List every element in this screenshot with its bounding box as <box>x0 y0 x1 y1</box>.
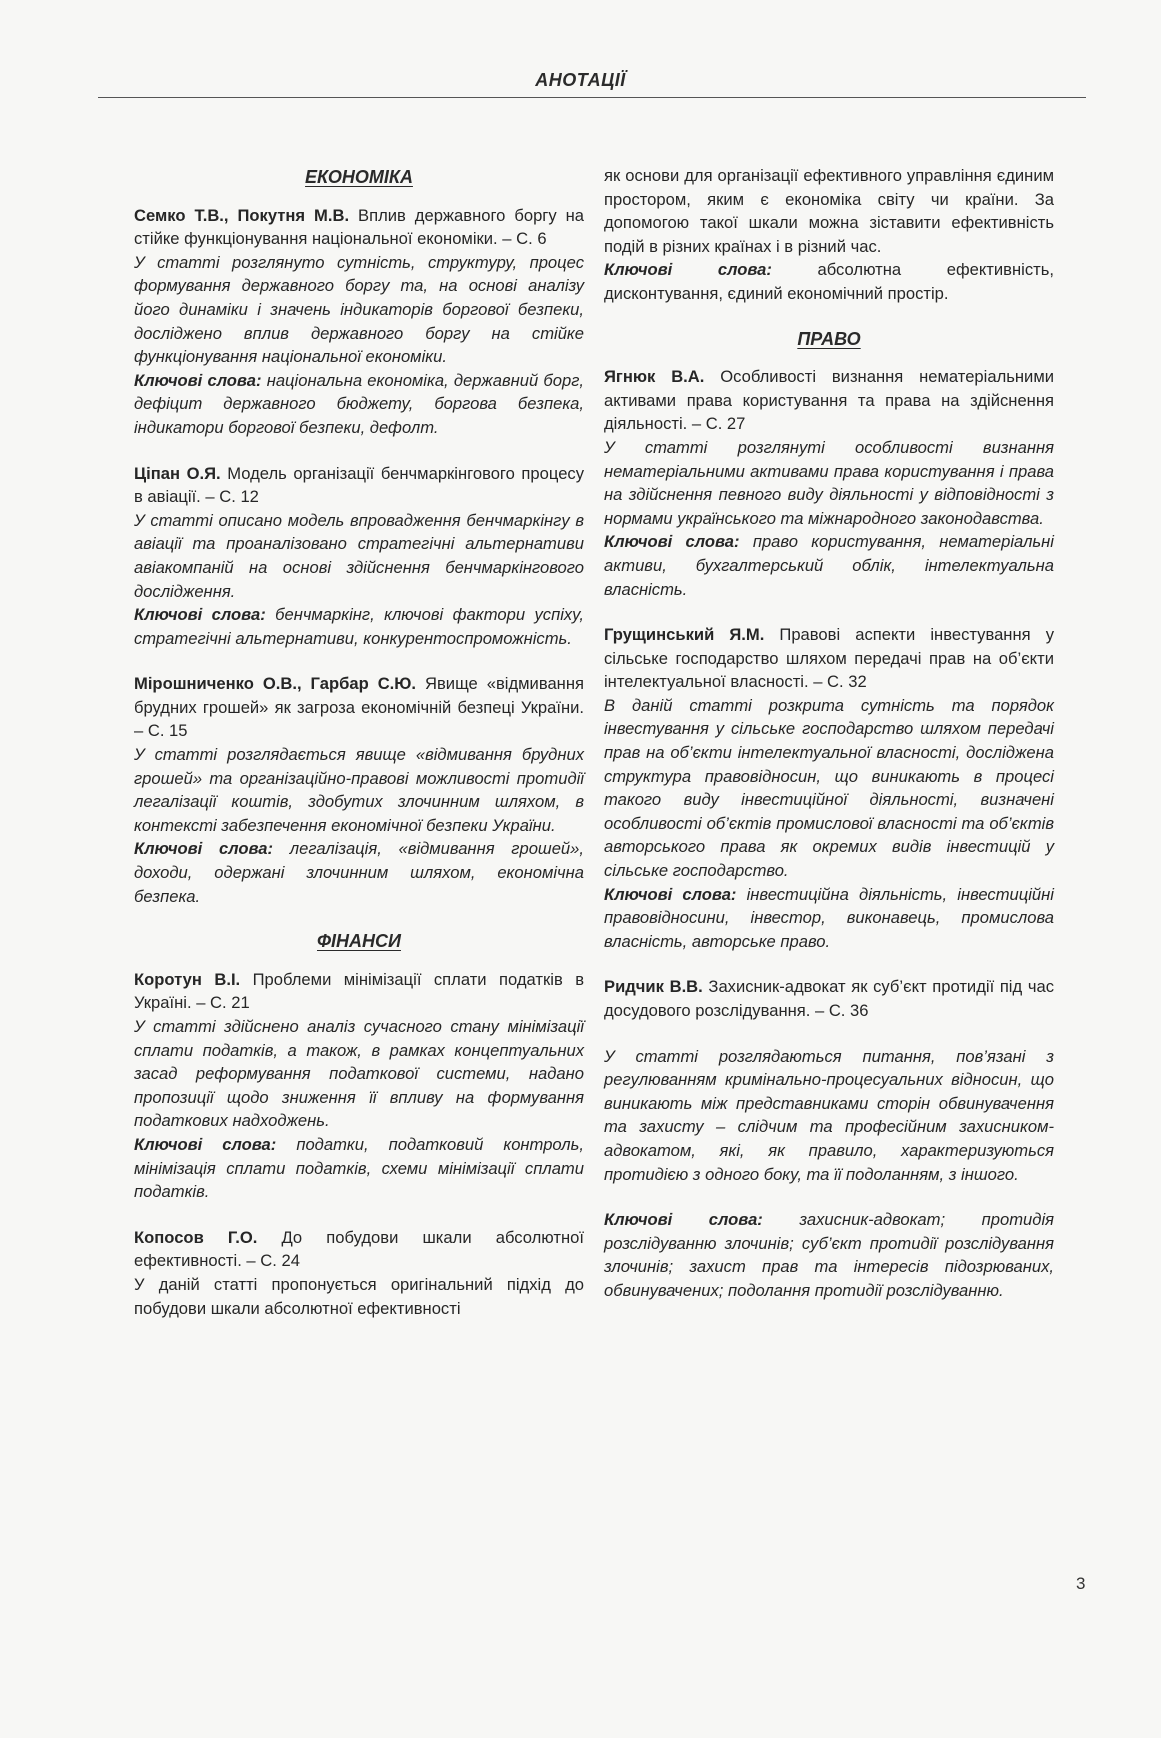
entry-title: Правові аспекти інвестування у сільське господарство шляхом передачі прав на об’єкти інтелектуальної власності. – С. 32 <box>604 625 1054 692</box>
keywords-text: легалізація, «відмивання грошей», доходи, одержані злочинним шляхом, економічна безпека. <box>134 839 584 906</box>
entry-title: Явище «відмивання брудних грошей» як загроза економічній безпеці України. – С. 15 <box>134 674 584 741</box>
keywords-text: бенчмаркінг, ключові фактори успіху, стратегічні альтернативи, конкурентоспроможність. <box>134 605 584 648</box>
entry-title: Захисник-адвокат як суб’єкт протидії під час досудового розслідування. – С. 36 <box>604 977 1054 1020</box>
entry-keywords <box>604 883 1054 954</box>
right-column <box>604 164 1054 1325</box>
entry-heading <box>604 623 1054 694</box>
entry-author: Семко Т.В., Покутня М.В. <box>134 205 350 225</box>
keywords-label: Ключові слова: <box>134 605 266 625</box>
keywords-text: право користування, нематеріальні активи, бухгалтерський облік, інтелектуальна власність. <box>604 532 1054 599</box>
entry-keywords <box>604 1208 1054 1302</box>
keywords-label: Ключові слова: <box>134 1134 277 1154</box>
entry-author: Ціпан О.Я. <box>134 463 221 483</box>
entry-title: Модель організації бенчмаркінгового процесу в авіації. – С. 12 <box>134 463 585 507</box>
entry-abstract: У статті розглянуті особливості визнання нематеріальними активами права користування і права на здійснення певного виду діяльності у відповідності з нормами українського та міжнародного законодавства. <box>604 437 1054 528</box>
entry-author: Копосов Г.О. <box>134 1227 258 1247</box>
section-heading-finance: ФІНАНСИ <box>317 931 401 952</box>
entry-title: Вплив державного боргу на стійке функціонування національної економіки. – С. 6 <box>134 205 584 249</box>
entry-keywords <box>134 603 584 650</box>
entry-heading <box>134 1226 584 1273</box>
entry-heading <box>604 975 1054 1022</box>
entry-abstract: У статті розглядаються питання, пов’язані з регулюванням кримінально-процесуальних відносин, що виникають між представниками сторін обвинувачення та захисту – слідчим та професійним захисником-адвокатом, які, як правило, характеризуються протидією з одного боку, та її подоланням, з іншого. <box>604 1046 1054 1184</box>
entry-heading <box>134 968 584 1015</box>
entry-title: Особливості визнання нематеріальними активами права користування та права на здійснення діяльності. – С. 27 <box>604 367 1055 434</box>
keywords-text: абсолютна ефективність, дисконтування, єдиний економічний простір. <box>604 260 1054 303</box>
entry-heading <box>134 204 584 251</box>
keywords-label: Ключові слова: <box>604 1210 763 1230</box>
annotation-entry-continued <box>604 164 1054 306</box>
entry-abstract: У статті описано модель впровадження бенчмаркінгу в авіації та проаналізовано стратегічні альтернативи авіакомпаній на основі здійснення бенчмаркінгового дослідження. <box>134 510 584 601</box>
section-heading-economics: ЕКОНОМІКА <box>305 167 413 187</box>
section-heading-law: ПРАВО <box>797 328 861 349</box>
entry-abstract-continued: як основи для організації ефективного управління єдиним простором, яким є економіка світу чи країни. За допомогою такої шкали можна зіставити ефективність подій в різних країнах і в різний час. <box>604 166 1054 256</box>
page-number: 3 <box>1076 1574 1086 1593</box>
entry-abstract: В даній статті розкрита сутність та порядок інвестування у сільське господарство шляхом передачі прав на об’єкти інтелектуальної власності, досліджена структура правовідносин, що виникають в процесі такого виду інвестиційної діяльності, визначені особливості об’єктів промислової власності та об’єктів авторського права як окремих видів інвестицій у сільське господарство. <box>604 695 1054 881</box>
keywords-text: податки, податковий контроль, мінімізація сплати податків, схеми мінімізації сплати податків. <box>134 1134 584 1202</box>
entry-abstract: У статті здійснено аналіз сучасного стану мінімізації сплати податків, а також, в рамках концептуальних засад реформування податкової системи, надано пропозиції щодо зниження її впливу на формування податкових надходжень. <box>134 1017 584 1131</box>
entry-author: Мірошниченко О.В., Гарбар С.Ю. <box>134 674 417 694</box>
entry-title: До побудови шкали абсолютної ефективності. – С. 24 <box>134 1227 584 1271</box>
entry-heading <box>604 365 1054 436</box>
page-header-title: АНОТАЦІЇ <box>535 70 626 90</box>
annotation-entry <box>134 968 584 1204</box>
annotation-entry <box>134 204 584 440</box>
keywords-label: Ключові слова: <box>134 839 274 859</box>
entry-keywords <box>134 837 584 908</box>
entry-author: Коротун В.І. <box>134 969 241 989</box>
keywords-label: Ключові слова: <box>604 884 737 904</box>
annotation-entry <box>134 462 584 651</box>
annotation-entry <box>134 1226 584 1320</box>
entry-keywords <box>604 530 1054 601</box>
keywords-label: Ключові слова: <box>604 532 740 552</box>
entry-author: Ридчик В.В. <box>604 977 703 997</box>
keywords-label: Ключові слова: <box>134 370 262 390</box>
keywords-label: Ключові слова: <box>604 260 772 280</box>
keywords-text: національна економіка, державний борг, дефіцит державного бюджету, боргова безпека, індикатори боргової безпеки, дефолт. <box>134 370 584 437</box>
entry-keywords <box>604 258 1054 305</box>
entry-keywords <box>134 369 584 440</box>
annotation-entry <box>134 672 584 908</box>
left-column <box>134 162 584 1342</box>
entry-abstract: У статті розглянуто сутність, структуру, процес формування державного боргу та, на основі аналізу його динаміки і значень індикаторів боргової безпеки, досліджено вплив державного боргу на стійке функціонування національної економіки. <box>134 252 584 367</box>
annotation-entry <box>604 975 1054 1302</box>
entry-heading <box>134 672 584 743</box>
keywords-text: інвестиційна діяльність, інвестиційні правовідносини, інвестор, виконавець, промислова власність, авторське право. <box>604 884 1054 951</box>
entry-abstract: У даній статті пропонується оригінальний підхід до побудови шкали абсолютної ефективності <box>134 1274 584 1318</box>
entry-title: Проблеми мінімізації сплати податків в Україні. – С. 21 <box>134 969 585 1013</box>
entry-heading <box>134 462 584 509</box>
keywords-text: захисник-адвокат; протидія розслідуванню злочинів; суб’єкт протидії розслідування злочинів; захист прав та інтересів підозрюваних, обвинувачених; подолання протидії розслідуванню. <box>604 1210 1054 1300</box>
entry-abstract: У статті розглядається явище «відмивання брудних грошей» та організаційно-правові можливості протидії легалізації коштів, здобутих злочинним шляхом, в контексті забезпечення економічної безпеки України. <box>134 745 584 835</box>
entry-keywords <box>134 1133 584 1204</box>
entry-author: Ягнюк В.А. <box>604 367 705 387</box>
annotation-entry <box>604 365 1054 601</box>
entry-author: Грущинський Я.М. <box>604 625 765 645</box>
annotation-entry <box>604 623 1054 953</box>
header-rule <box>98 97 1086 98</box>
